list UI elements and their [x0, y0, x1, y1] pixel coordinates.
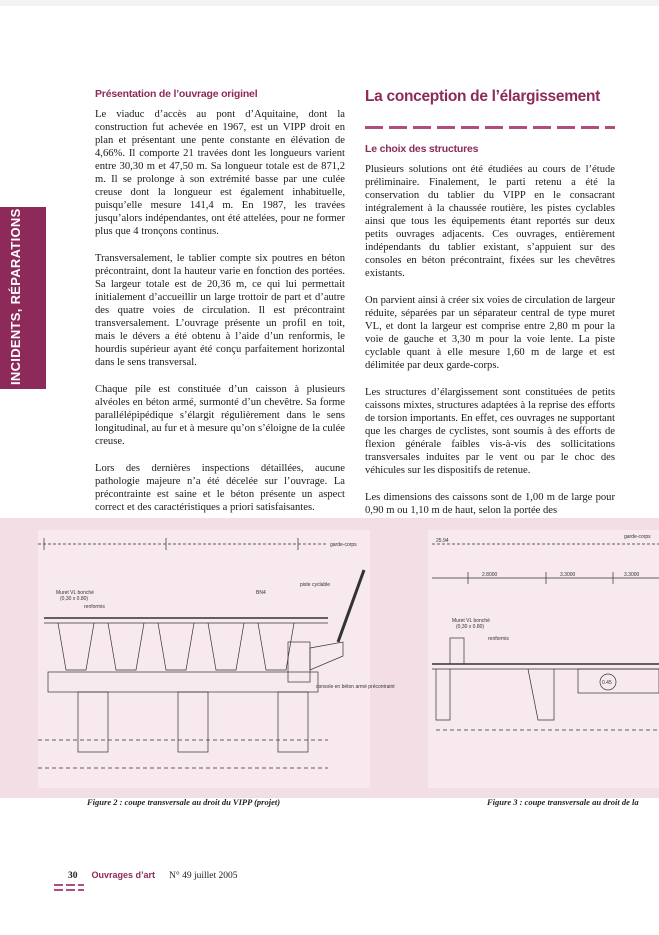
footer-divider	[54, 884, 84, 893]
right-column	[365, 88, 615, 531]
cross-section-drawing	[38, 530, 395, 788]
right-paragraph-4: Les dimensions des caissons sont de 1,00 m de large pour 0,90 m ou 1,10 m de haut, selon la portée des	[365, 492, 615, 516]
right-paragraph-2: On parvient ainsi à créer six voies de circulation de largeur réduite, séparées par un séparateur central de type muret VL, et dont la largeur est comprise entre 2,80 m pour la voie de gauche et 3,30 m pour la voie lente. La piste cyclable quant à elle mesure 1,60 m de large et est délimitée par deux garde-corps.	[365, 295, 615, 371]
section-tab	[0, 207, 46, 389]
right-subheading: Le choix des structures	[365, 143, 479, 155]
fig3-label-dim-right: 3.3000	[624, 572, 640, 578]
left-paragraph-3: Chaque pile est constituée d’un caisson à plusieurs alvéoles en béton armé, surmonté d’un chevêtre. Sa forme parallélépipédique s’élargit régulièrement dans le sens longitudinal, au fur et à mesure qu’on s’éloigne de la culée creuse.	[95, 384, 345, 447]
left-heading: Présentation de l’ouvrage originel	[95, 88, 258, 100]
right-main-heading: La conception de l’élargissement	[365, 88, 601, 105]
issue-info: N° 49 juillet 2005	[169, 871, 238, 881]
fig3-label-tag: 0.45	[602, 680, 612, 686]
fig3-label-dim-mid: 3.3000	[560, 572, 576, 578]
fig2-label-garde: garde-corps	[330, 542, 357, 548]
left-column	[95, 88, 345, 528]
right-paragraph-3: Les structures d’élargissement sont constituées de petits caissons mixtes, structures adaptées à la reprise des efforts de torsion importants. En effet, ces ouvrages ne supportant que les charges de cyclistes, sont soumis à des efforts de flexion générale faibles vis-à-vis des sollicitations transversales induites par le vent ou par le choc des véhicules sur les dispositifs de retenue.	[365, 387, 615, 476]
figure-3-caption: Figure 3 : coupe transversale au droit de la	[487, 797, 639, 807]
figure-3-drawing	[428, 530, 659, 788]
fig3-label-muret-dim: (0,30 x 0.80)	[456, 624, 485, 630]
fig2-label-muret: Muret VL bonché	[56, 590, 94, 596]
fig3-label-dim-left: 2.8000	[482, 572, 498, 578]
fig2-label-renformis: renformis	[84, 604, 105, 610]
left-paragraph-2: Transversalement, le tablier compte six poutres en béton précontraint, dont la hauteur varie en fonction des portées. Sa largeur totale est de 20,36 m, ce qui lui permettait initialement d’accueillir un large trottoir de part et d’autre des quatre voies de circulation. Il est précontraint transversalement. L’ouvrage présente un profil en toit, mais le dévers a été obtenu à l’aide d’un renformis, le hourdis supérieur ayant été conçu parfaitement horizontal dans le sens transversal.	[95, 253, 345, 368]
left-paragraph-4: Lors des dernières inspections détaillées, aucune pathologie majeure n’a été décelée sur l’ouvrage. La précontrainte est saine et le béton présente un aspect correct et des caractéristiques a priori satisfaisantes.	[95, 463, 345, 513]
heading-divider	[365, 126, 615, 129]
fig2-label-bn4: BN4	[256, 590, 266, 596]
fig3-label-garde: garde-corps	[624, 534, 651, 540]
page-footer	[68, 870, 237, 881]
right-paragraph-1: Plusieurs solutions ont été étudiées au cours de l’étude préliminaire. Finalement, le parti retenu a été la conservation du tablier du VIPP en le consacrant intégralement à la chaussée routière, les pistes cyclables ainsi que tous les équipements étant reportés sur deux petits ouvrages adjacents. Ces ouvrages, entièrement indépendants du tablier existant, s’appuient sur des consoles en béton précontraint, fixées sur les chevêtres existants.	[365, 164, 615, 279]
fig2-label-muret-dim: (0,30 x 0.80)	[60, 596, 89, 602]
fig3-label-renformis: renformis	[488, 636, 509, 642]
page-top-edge	[0, 0, 659, 6]
fig2-label-console: console en béton armé précontraint	[316, 684, 395, 690]
left-paragraph-1: Le viaduc d’accès au pont d’Aquitaine, dont la construction fut achevée en 1967, est un VIPP droit en plan et présentant une pente constante en élévation de 4,66%. Il comporte 21 travées dont les longueurs varient entre 30,30 m et 47,50 m. Sa longueur totale est de 871,2 m. Il se prolonge à son extrémité basse par une culée creuse dont la longueur est également inhabituelle, puisqu’elle mesure 141,4 m. En 1987, les travées jusqu’alors indépendantes, ont été attelées, pour ne former plus que 4 tronçons continus.	[95, 109, 345, 237]
page-number: 30	[68, 871, 78, 881]
section-tab-label: INCIDENTS, RÉPARATIONS	[8, 208, 23, 385]
fig3-label-top-dim: 25.94	[436, 538, 449, 544]
fig2-label-piste: piste cyclable	[300, 582, 331, 588]
publication-name: Ouvrages d’art	[91, 870, 156, 880]
cross-section-drawing-2	[428, 530, 659, 788]
figure-2-drawing	[38, 530, 395, 788]
figure-2-caption: Figure 2 : coupe transversale au droit du VIPP (projet)	[87, 797, 281, 807]
fig3-label-muret: Muret VL bonché	[452, 618, 490, 624]
